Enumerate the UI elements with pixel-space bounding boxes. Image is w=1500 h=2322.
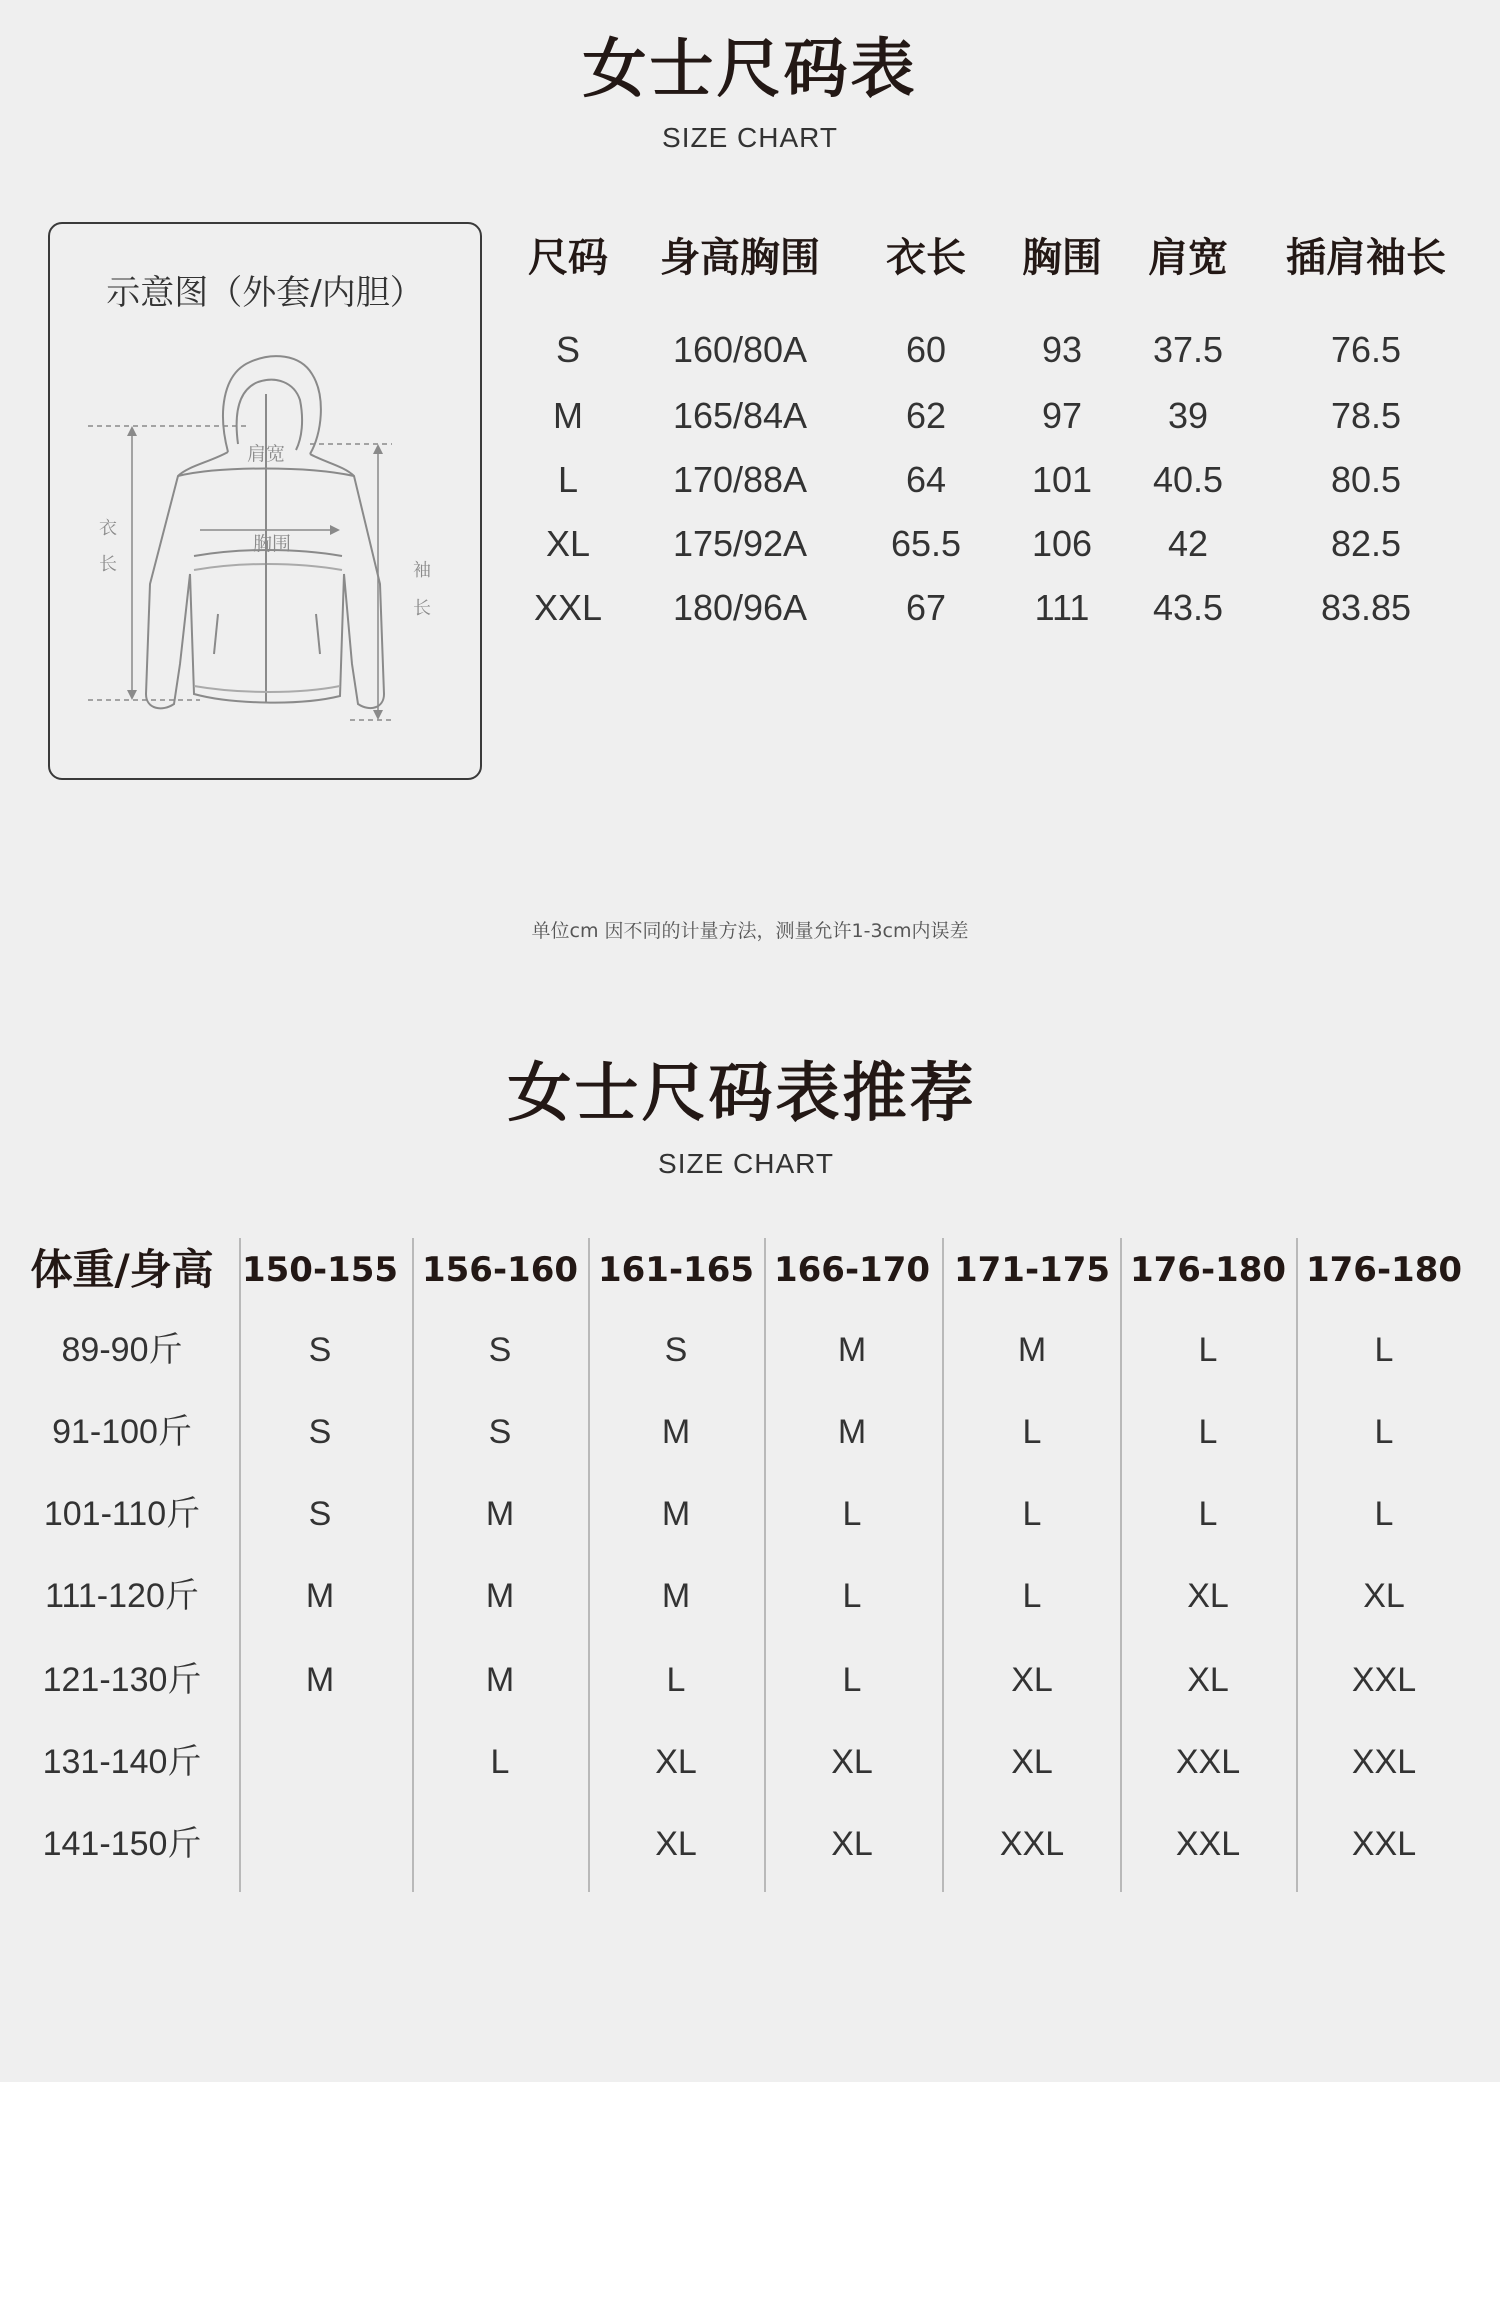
height-range-header: 161-165 <box>597 1250 755 1290</box>
size-table-header-cell: 身高胸围 <box>660 235 820 281</box>
recommendation-row <box>0 1814 1500 1874</box>
size-table-cell: 165/84A <box>672 395 808 436</box>
size-table-row <box>508 514 1478 574</box>
recommended-size-cell: XXL <box>1175 1743 1241 1781</box>
recommended-size-cell: L <box>1022 1495 1042 1533</box>
size-table-header-row <box>508 228 1478 288</box>
recommendation-row <box>0 1566 1500 1626</box>
size-table-cell: 62 <box>905 395 947 436</box>
size-table-cell: 180/96A <box>672 587 808 628</box>
recommended-size-cell: M <box>305 1577 335 1615</box>
recommended-size-cell: M <box>485 1577 515 1615</box>
size-table-cell: 106 <box>1031 523 1093 564</box>
recommended-size-cell: XXL <box>1351 1743 1417 1781</box>
recommended-size-cell: L <box>1022 1413 1042 1451</box>
size-table-cell: XL <box>545 523 591 564</box>
size-table-cell: 78.5 <box>1330 395 1402 436</box>
size-table-cell: 76.5 <box>1330 329 1402 370</box>
recommended-size-cell: S <box>308 1413 332 1451</box>
chest-label: 胸围 <box>252 533 292 555</box>
height-range-header: 171-175 <box>953 1250 1111 1290</box>
recommended-size-cell: M <box>485 1495 515 1533</box>
size-table-cell: 43.5 <box>1152 587 1224 628</box>
recommended-size-cell: S <box>308 1495 332 1533</box>
recommendation-row <box>0 1484 1500 1544</box>
recommended-size-cell: M <box>837 1331 867 1369</box>
size-table-cell: 39 <box>1167 395 1209 436</box>
shoulder-label: 肩宽 <box>246 443 286 465</box>
size-table-cell: 111 <box>1034 587 1090 628</box>
recommended-size-cell: L <box>1198 1413 1218 1451</box>
size-table-header-cell: 胸围 <box>1022 235 1102 281</box>
recommended-size-cell: XXL <box>1351 1825 1417 1863</box>
size-table-row <box>508 386 1478 446</box>
size-table-header-cell: 肩宽 <box>1148 235 1228 281</box>
recommended-size-cell: XL <box>655 1825 697 1863</box>
measurement-note: 单位cm 因不同的计量方法，测量允许1-3cm内误差 <box>531 920 969 942</box>
recommended-size-cell: XL <box>831 1743 873 1781</box>
size-table-cell: 40.5 <box>1152 459 1224 500</box>
recommended-size-cell: M <box>661 1577 691 1615</box>
weight-range-cell: 89-90斤 <box>61 1331 183 1369</box>
jacket-diagram <box>50 334 480 774</box>
size-table-row <box>508 320 1478 380</box>
recommended-size-cell: M <box>1017 1331 1047 1369</box>
size-chart-title: 女士尺码表 <box>582 33 918 107</box>
size-table-cell: 83.85 <box>1320 587 1412 628</box>
size-table-cell: 65.5 <box>890 523 962 564</box>
recommended-size-cell: L <box>1374 1331 1394 1369</box>
size-table-cell: 42 <box>1167 523 1209 564</box>
jacket-diagram-box <box>48 222 482 780</box>
recommended-size-cell: XXL <box>1351 1661 1417 1699</box>
size-table-cell: 160/80A <box>672 329 808 370</box>
height-range-header: 150-155 <box>241 1250 399 1290</box>
recommendation-row <box>0 1650 1500 1710</box>
length-label-1: 衣 <box>99 518 117 539</box>
recommended-size-cell: L <box>1022 1577 1042 1615</box>
weight-range-cell: 141-150斤 <box>42 1825 202 1863</box>
size-table-cell: 101 <box>1031 459 1093 500</box>
recommendation-row <box>0 1732 1500 1792</box>
recommendation-row <box>0 1320 1500 1380</box>
size-table-cell: 60 <box>905 329 947 370</box>
recommended-size-cell: M <box>837 1413 867 1451</box>
recommendation-header-row <box>0 1240 1500 1300</box>
size-table-header-cell: 尺码 <box>528 235 608 281</box>
size-recommendation-table <box>0 1238 1500 1898</box>
recommended-size-cell: S <box>488 1413 512 1451</box>
recommended-size-cell: XL <box>1011 1661 1053 1699</box>
size-table-cell: L <box>557 459 579 500</box>
recommended-size-cell: L <box>666 1661 686 1699</box>
weight-height-header: 体重/身高 <box>30 1245 214 1294</box>
recommended-size-cell: XL <box>1363 1577 1405 1615</box>
size-table-row <box>508 450 1478 510</box>
sleeve-label-1: 袖 <box>413 560 431 581</box>
size-table-header-cell: 插肩袖长 <box>1286 235 1446 281</box>
recommended-size-cell: XL <box>831 1825 873 1863</box>
recommended-size-cell: XL <box>655 1743 697 1781</box>
recommended-size-cell: M <box>661 1495 691 1533</box>
recommended-size-cell: XXL <box>1175 1825 1241 1863</box>
recommendation-row <box>0 1402 1500 1462</box>
size-table-cell: 80.5 <box>1330 459 1402 500</box>
weight-range-cell: 121-130斤 <box>42 1661 202 1699</box>
size-table-cell: 67 <box>905 587 947 628</box>
recommended-size-cell: XL <box>1187 1577 1229 1615</box>
size-table-cell: XXL <box>533 587 603 628</box>
size-table-cell: M <box>553 395 583 436</box>
recommended-size-cell: M <box>661 1413 691 1451</box>
recommended-size-cell: L <box>490 1743 510 1781</box>
height-range-header: 156-160 <box>421 1250 579 1290</box>
weight-range-cell: 111-120斤 <box>45 1577 199 1615</box>
size-table-cell: 93 <box>1041 329 1083 370</box>
recommended-size-cell: L <box>1198 1331 1218 1369</box>
size-table-cell: 64 <box>905 459 947 500</box>
size-table-cell: 175/92A <box>672 523 808 564</box>
recommended-size-cell: L <box>842 1495 862 1533</box>
recommendation-subtitle: SIZE CHART <box>658 1148 834 1179</box>
weight-range-cell: 91-100斤 <box>52 1413 192 1451</box>
length-label-2: 长 <box>99 554 117 575</box>
recommended-size-cell: XL <box>1187 1661 1229 1699</box>
recommended-size-cell: M <box>305 1661 335 1699</box>
sleeve-label-2: 长 <box>413 598 431 619</box>
recommended-size-cell: XL <box>1011 1743 1053 1781</box>
size-table-row <box>508 578 1478 638</box>
weight-range-cell: 101-110斤 <box>43 1495 201 1533</box>
recommended-size-cell: S <box>308 1331 332 1369</box>
recommended-size-cell: XXL <box>999 1825 1065 1863</box>
size-chart-subtitle: SIZE CHART <box>662 122 838 153</box>
recommended-size-cell: L <box>1374 1495 1394 1533</box>
recommendation-title: 女士尺码表推荐 <box>507 1057 977 1131</box>
size-table-cell: S <box>555 329 580 370</box>
height-range-header: 176-180 <box>1129 1250 1287 1290</box>
diagram-title: 示意图（外套/内胆） <box>106 273 424 313</box>
recommended-size-cell: L <box>1198 1495 1218 1533</box>
height-range-header: 166-170 <box>773 1250 931 1290</box>
recommended-size-cell: M <box>485 1661 515 1699</box>
size-table-cell: 170/88A <box>672 459 808 500</box>
recommended-size-cell: S <box>488 1331 512 1369</box>
weight-range-cell: 131-140斤 <box>42 1743 202 1781</box>
recommended-size-cell: L <box>1374 1413 1394 1451</box>
height-range-header: 176-180 <box>1305 1250 1463 1290</box>
recommended-size-cell: L <box>842 1661 862 1699</box>
size-table-header-cell: 衣长 <box>886 235 966 281</box>
size-table-cell: 82.5 <box>1330 523 1402 564</box>
size-table-cell: 97 <box>1041 395 1083 436</box>
size-table-cell: 37.5 <box>1152 329 1224 370</box>
recommended-size-cell: S <box>664 1331 688 1369</box>
recommended-size-cell: L <box>842 1577 862 1615</box>
